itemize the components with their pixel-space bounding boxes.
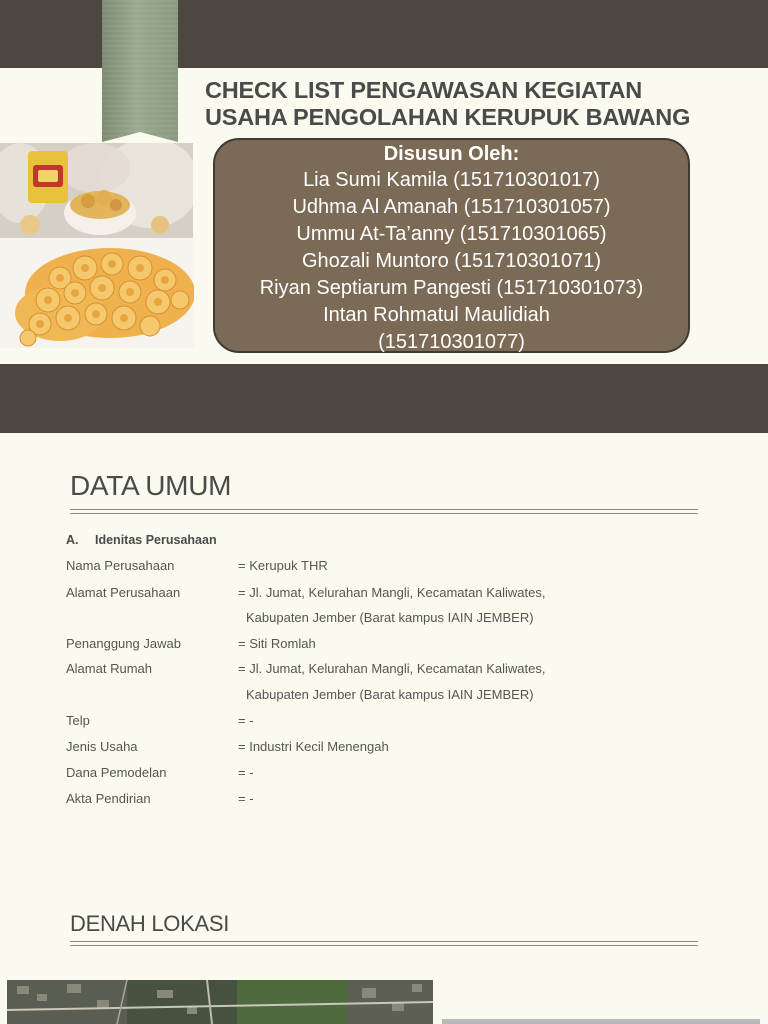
heading-divider	[70, 509, 698, 514]
author-line: Ummu At-Ta’anny (151710301065)	[296, 223, 607, 245]
ribbon-bookmark	[102, 0, 178, 142]
title-slide	[0, 0, 768, 433]
kerupuk-packaging-image	[0, 143, 193, 238]
kerupuk-pile-image	[0, 238, 194, 348]
row-label: Dana Pemodelan	[66, 765, 167, 780]
bottom-band	[0, 364, 768, 433]
row-value: = Kerupuk THR	[238, 558, 328, 573]
row-label: Telp	[66, 713, 90, 728]
author-line: Udhma Al Amanah (151710301057)	[292, 196, 611, 218]
slide-title	[205, 77, 760, 131]
kerupuk-pile-photo	[0, 238, 194, 348]
authors-heading: Disusun Oleh:	[383, 143, 520, 165]
denah-lokasi-heading: DENAH LOKASI	[70, 911, 230, 936]
row-value: = -	[238, 791, 254, 806]
row-label: Akta Pendirian	[66, 791, 151, 806]
subsection-title	[66, 533, 217, 547]
heading-divider	[70, 941, 698, 946]
row-label: Jenis Usaha	[66, 739, 138, 754]
subsection-label: Idenitas Perusahaan	[95, 533, 217, 547]
row-value: = -	[238, 765, 254, 780]
subsection-number: A.	[66, 533, 79, 547]
row-value-continued: Kabupaten Jember (Barat kampus IAIN JEMBER)	[246, 610, 534, 625]
row-value: = Jl. Jumat, Kelurahan Mangli, Kecamatan Kaliwates,	[238, 585, 546, 600]
row-value: = Industri Kecil Menengah	[238, 739, 389, 754]
row-value-continued: Kabupaten Jember (Barat kampus IAIN JEMBER)	[246, 687, 534, 702]
satellite-map-graphic	[7, 980, 433, 1024]
kerupuk-packaging-photo	[0, 143, 193, 238]
row-value: = Jl. Jumat, Kelurahan Mangli, Kecamatan Kaliwates,	[238, 661, 546, 676]
author-line: Ghozali Muntoro (151710301071)	[301, 250, 602, 272]
row-label: Penanggung Jawab	[66, 636, 181, 651]
authors-box	[213, 138, 690, 353]
author-line: Riyan Septiarum Pangesti (151710301073)	[259, 277, 644, 299]
row-value: = Siti Romlah	[238, 636, 316, 651]
row-label: Nama Perusahaan	[66, 558, 175, 573]
street-photo	[442, 1019, 760, 1024]
author-line: Intan Rohmatul Maulidiah	[323, 304, 550, 326]
data-umum-heading: DATA UMUM	[70, 470, 232, 501]
row-label: Alamat Perusahaan	[66, 585, 181, 600]
title-line-1: CHECK LIST PENGAWASAN KEGIATAN	[205, 77, 643, 103]
author-line: Lia Sumi Kamila (151710301017)	[303, 169, 600, 191]
author-line: (151710301077)	[378, 331, 525, 353]
title-line-2: USAHA PENGOLAHAN KERUPUK BAWANG	[205, 104, 691, 130]
row-label: Alamat Rumah	[66, 661, 152, 676]
row-value: = -	[238, 713, 254, 728]
satellite-map-image	[7, 980, 433, 1024]
